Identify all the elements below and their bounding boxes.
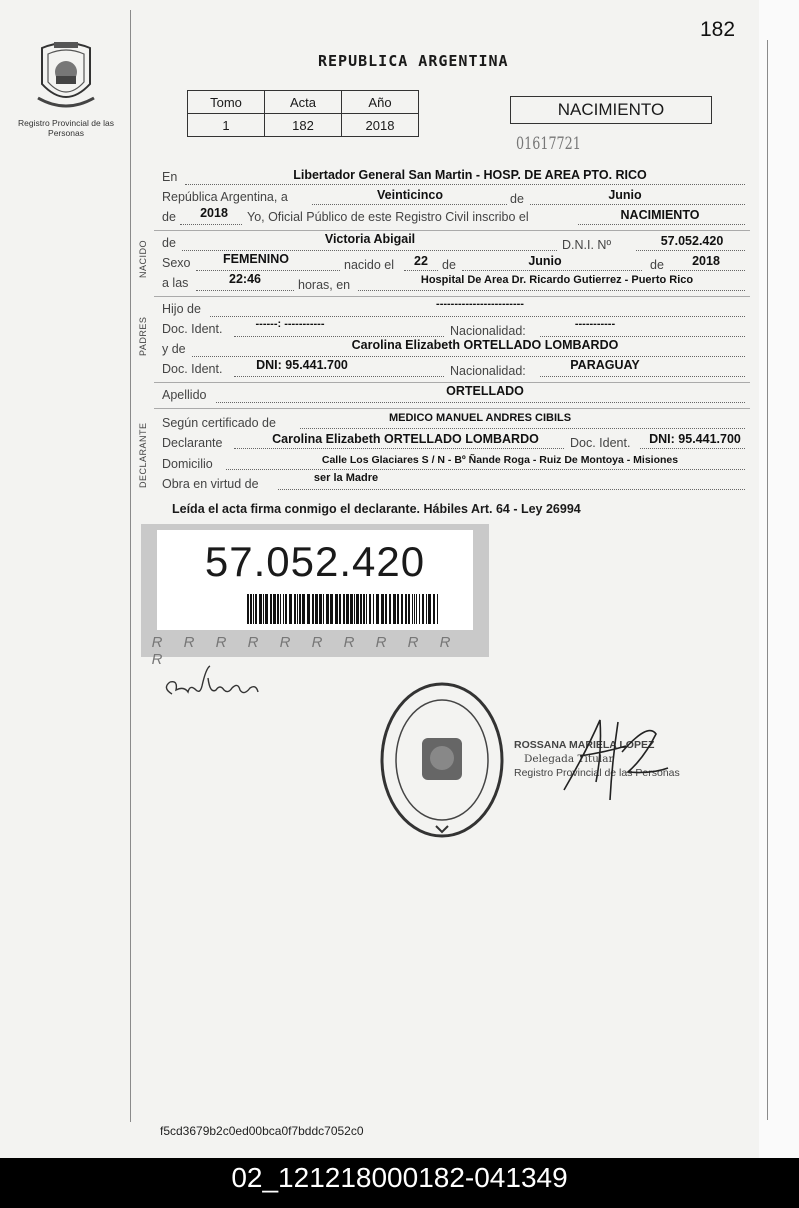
barcode-bar bbox=[299, 594, 301, 624]
mother-name: Carolina Elizabeth ORTELLADO LOMBARDO bbox=[351, 338, 619, 352]
barcode-bar bbox=[405, 594, 407, 624]
barcode-bar bbox=[360, 594, 362, 624]
label-sexo: Sexo bbox=[162, 256, 191, 270]
barcode-bar bbox=[433, 594, 435, 624]
father-doc: ------: ----------- bbox=[255, 318, 325, 330]
father-nationality: ----------- bbox=[574, 318, 616, 330]
barcode-bar bbox=[408, 594, 410, 624]
label-nacionalidad: Nacionalidad: bbox=[450, 324, 526, 338]
barcode-bar bbox=[302, 594, 305, 624]
mother-nationality: PARAGUAY bbox=[570, 358, 640, 372]
security-pattern-letter: R bbox=[183, 634, 195, 651]
barcode-bar bbox=[319, 594, 322, 624]
record-type-box: NACIMIENTO bbox=[510, 96, 712, 124]
barcode-bar bbox=[419, 594, 420, 624]
barcode-bar bbox=[397, 594, 399, 624]
barcode-bar bbox=[307, 594, 310, 624]
label-yo: Yo, Oficial Público de este Registro Civil inscribo el bbox=[247, 210, 529, 224]
label-de: de bbox=[510, 192, 524, 206]
label-de: de bbox=[650, 258, 664, 272]
document-id: 02_121218000182-041349 bbox=[231, 1162, 568, 1193]
handwritten-signature-icon bbox=[160, 664, 270, 708]
page-edge bbox=[759, 0, 799, 1160]
right-margin-line bbox=[767, 40, 768, 1120]
acting-as: ser la Madre bbox=[313, 472, 379, 484]
barcode-bar bbox=[247, 594, 249, 624]
label-doc-ident: Doc. Ident. bbox=[570, 436, 631, 450]
birth-day: 22 bbox=[414, 254, 428, 268]
label-doc-ident: Doc. Ident. bbox=[162, 362, 223, 376]
label-y-de: y de bbox=[162, 342, 186, 356]
barcode-bar bbox=[250, 594, 252, 624]
label-de: de bbox=[162, 210, 176, 224]
label-horas-en: horas, en bbox=[298, 278, 351, 292]
security-pattern-letter: R bbox=[247, 634, 259, 651]
barcode-bar bbox=[283, 594, 284, 624]
label-dni: D.N.I. Nº bbox=[562, 238, 612, 252]
label-segun: Según certificado de bbox=[162, 416, 276, 430]
security-pattern-letter: R bbox=[151, 651, 163, 668]
barcode-bar bbox=[259, 594, 262, 624]
barcode-bar bbox=[289, 594, 292, 624]
dni-label-number: 57.052.420 bbox=[204, 538, 426, 585]
registration-day: Veinticinco bbox=[377, 188, 443, 202]
label-nacionalidad: Nacionalidad: bbox=[450, 364, 526, 378]
barcode-bar bbox=[335, 594, 338, 624]
mother-doc: DNI: 95.441.700 bbox=[256, 358, 348, 372]
closing-statement: Leída el acta firma conmigo el declarante. Hábiles Art. 64 - Ley 26994 bbox=[172, 502, 581, 516]
child-name: Victoria Abigail bbox=[324, 232, 416, 246]
agency-name: Registro Provincial de las Personas bbox=[18, 118, 114, 138]
barcode-bar bbox=[426, 594, 427, 624]
security-pattern-letter: R bbox=[375, 634, 387, 651]
barcode-bar bbox=[326, 594, 329, 624]
officer-signature-icon bbox=[556, 712, 676, 804]
birth-month: Junio bbox=[528, 254, 562, 268]
event-registered: NACIMIENTO bbox=[620, 208, 700, 222]
section-label-declarante: DECLARANTE bbox=[138, 422, 148, 488]
declarant-doc: DNI: 95.441.700 bbox=[649, 432, 741, 446]
officer-name: ROSSANA MARIELA LOPEZ bbox=[514, 739, 655, 751]
section-divider bbox=[154, 382, 750, 383]
barcode-bar bbox=[389, 594, 391, 624]
section-divider bbox=[154, 230, 750, 231]
barcode-bar bbox=[385, 594, 387, 624]
barcode-bar bbox=[297, 594, 298, 624]
registration-month: Junio bbox=[608, 188, 642, 202]
barcode-bar bbox=[343, 594, 345, 624]
father-name: ------------------------ bbox=[436, 298, 524, 310]
label-doc-ident: Doc. Ident. bbox=[162, 322, 223, 336]
barcode-bar bbox=[381, 594, 384, 624]
barcode-bar bbox=[356, 594, 359, 624]
table-cell-acta: 182 bbox=[265, 114, 342, 137]
barcode-bar bbox=[393, 594, 396, 624]
certificate-by: MEDICO MANUEL ANDRES CIBILS bbox=[388, 412, 572, 424]
barcode-bar bbox=[369, 594, 371, 624]
declarant-address: Calle Los Glaciares S / N - Bº Ñande Roga - Ruiz De Montoya - Misiones bbox=[321, 454, 679, 466]
birth-time: 22:46 bbox=[229, 272, 261, 286]
table-cell-ano: 2018 bbox=[342, 114, 419, 137]
barcode-bar bbox=[273, 594, 276, 624]
table-header-tomo: Tomo bbox=[188, 91, 265, 114]
label-a-las: a las bbox=[162, 276, 189, 290]
barcode-bar bbox=[285, 594, 287, 624]
barcode-bar bbox=[315, 594, 318, 624]
barcode-bar bbox=[255, 594, 257, 624]
label-domicilio: Domicilio bbox=[162, 457, 213, 471]
section-divider bbox=[154, 296, 750, 297]
birth-place: Hospital De Area Dr. Ricardo Gutierrez - Puerto Rico bbox=[420, 274, 694, 286]
barcode-bar bbox=[437, 594, 438, 624]
officer-office: Registro Provincial de las Personas bbox=[514, 767, 680, 779]
security-pattern-letter: R bbox=[151, 634, 163, 651]
left-margin-line bbox=[130, 10, 131, 1122]
label-declarante: Declarante bbox=[162, 436, 223, 450]
document-title: REPUBLICA ARGENTINA bbox=[318, 52, 509, 70]
barcode-bar bbox=[428, 594, 431, 624]
barcode-bar bbox=[422, 594, 424, 624]
barcode-bar bbox=[373, 594, 374, 624]
security-pattern-letter: R bbox=[407, 634, 419, 651]
label-obra: Obra en virtud de bbox=[162, 477, 259, 491]
barcode-bar bbox=[312, 594, 314, 624]
barcode-bar bbox=[323, 594, 324, 624]
barcode-bar bbox=[339, 594, 341, 624]
child-sex: FEMENINO bbox=[223, 252, 289, 266]
table-cell-tomo: 1 bbox=[188, 114, 265, 137]
section-divider bbox=[154, 408, 750, 409]
barcode-bar bbox=[294, 594, 296, 624]
security-pattern-letter: R bbox=[215, 634, 227, 651]
barcode-bar bbox=[354, 594, 355, 624]
barcode-bar bbox=[330, 594, 333, 624]
label-hijo-de: Hijo de bbox=[162, 302, 201, 316]
label-de: de bbox=[162, 236, 176, 250]
table-header-ano: Año bbox=[342, 91, 419, 114]
barcode-bar bbox=[280, 594, 281, 624]
security-pattern-letter: R bbox=[311, 634, 323, 651]
barcode-bar bbox=[263, 594, 264, 624]
barcode-bar bbox=[414, 594, 415, 624]
dni-label-inner bbox=[157, 530, 473, 630]
barcode-bar bbox=[270, 594, 272, 624]
officer-role: Delegada Titular bbox=[524, 753, 614, 765]
barcode-bar bbox=[253, 594, 254, 624]
table-row bbox=[188, 91, 419, 114]
barcode-bar bbox=[350, 594, 353, 624]
barcode-icon bbox=[247, 594, 442, 624]
province-seal-icon bbox=[34, 38, 98, 112]
barcode-bar bbox=[265, 594, 268, 624]
child-surname: ORTELLADO bbox=[446, 384, 524, 398]
label-republica: República Argentina, a bbox=[162, 190, 288, 204]
barcode-bar bbox=[346, 594, 349, 624]
label-nacido-el: nacido el bbox=[344, 258, 395, 272]
barcode-bar bbox=[277, 594, 279, 624]
section-label-nacido: NACIDO bbox=[138, 239, 148, 278]
table-row bbox=[188, 114, 419, 137]
registration-place: Libertador General San Martin - HOSP. DE AREA PTO. RICO bbox=[293, 168, 647, 182]
declarant-name: Carolina Elizabeth ORTELLADO LOMBARDO bbox=[272, 432, 539, 446]
barcode-bar bbox=[363, 594, 365, 624]
child-dni: 57.052.420 bbox=[660, 234, 724, 248]
document-hash: f5cd3679b2c0ed00bca0f7bddc7052c0 bbox=[160, 1124, 364, 1138]
table-header-acta: Acta bbox=[265, 91, 342, 114]
page-number: 182 bbox=[700, 18, 736, 41]
label-apellido: Apellido bbox=[162, 388, 207, 402]
barcode-bar bbox=[401, 594, 403, 624]
barcode-bar bbox=[412, 594, 413, 624]
security-pattern-letter: R bbox=[343, 634, 355, 651]
dni-label bbox=[141, 524, 489, 668]
barcode-bar bbox=[366, 594, 367, 624]
registration-year: 2018 bbox=[200, 206, 228, 220]
barcode-bar bbox=[416, 594, 417, 624]
security-pattern-letter: R bbox=[439, 634, 451, 651]
serial-number: 01617721 bbox=[516, 134, 581, 154]
birth-year: 2018 bbox=[692, 254, 720, 268]
barcode-bar bbox=[376, 594, 379, 624]
label-de: de bbox=[442, 258, 456, 272]
official-stamp-icon bbox=[378, 680, 506, 840]
label-en: En bbox=[162, 170, 178, 184]
security-pattern bbox=[141, 634, 489, 668]
registry-table bbox=[187, 90, 419, 137]
security-pattern-letter: R bbox=[279, 634, 291, 651]
section-label-padres: PADRES bbox=[138, 316, 148, 356]
